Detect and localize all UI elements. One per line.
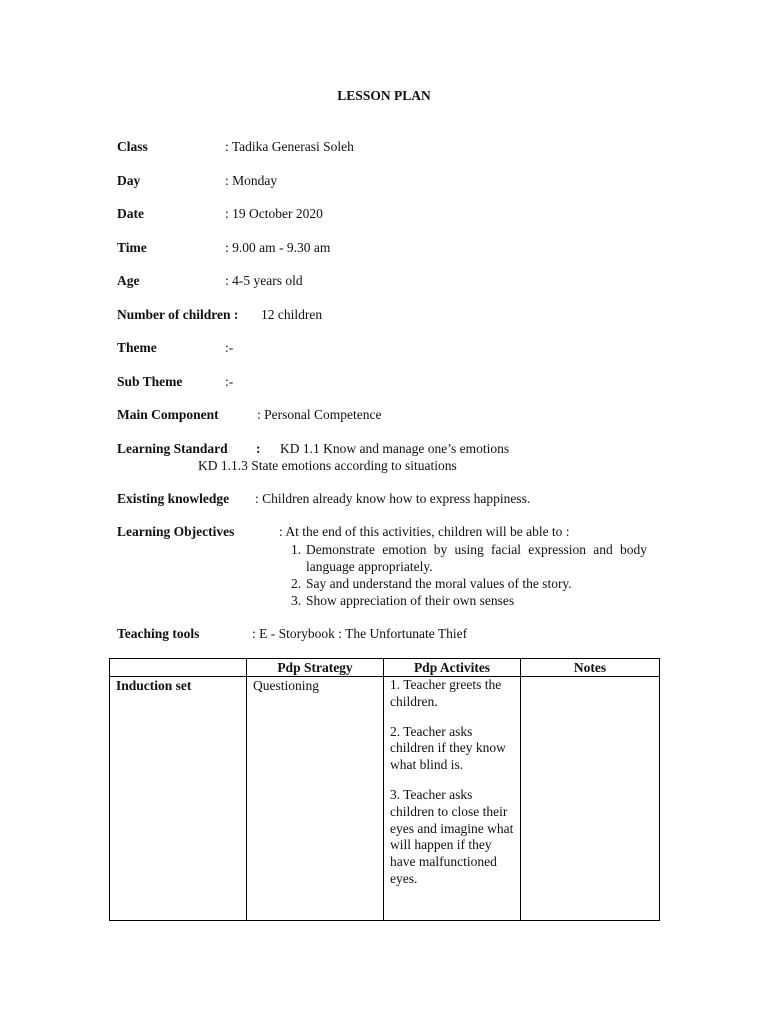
objective-number: 3. bbox=[291, 593, 302, 608]
field-age bbox=[117, 273, 303, 289]
field-label: Day bbox=[117, 173, 141, 188]
field-label: Learning Standard bbox=[117, 441, 228, 456]
field-date bbox=[117, 206, 323, 222]
field-value: : Tadika Generasi Soleh bbox=[225, 139, 354, 154]
objective-item bbox=[291, 592, 647, 609]
objectives-list bbox=[291, 541, 647, 609]
activity-item: 2. Teacher asks children if they know what blind is. bbox=[390, 723, 506, 773]
field-value: KD 1.1 Know and manage one’s emotions bbox=[280, 441, 510, 456]
activity-item: 3. Teacher asks children to close their eyes and imagine what will happen if they have malfunctioned eyes. bbox=[390, 786, 514, 886]
column-header-notes: Notes bbox=[521, 659, 660, 677]
objective-number: 2. bbox=[291, 576, 302, 591]
field-label: Class bbox=[117, 139, 148, 154]
column-header-strategy: Pdp Strategy bbox=[247, 659, 384, 677]
field-sub-theme bbox=[117, 374, 233, 390]
objective-text: Show appreciation of their own senses bbox=[306, 593, 515, 608]
field-value: : At the end of this activities, children will be able to : bbox=[279, 524, 570, 539]
field-label: Learning Objectives bbox=[117, 524, 235, 539]
field-value: : Children already know how to express happiness. bbox=[255, 491, 531, 506]
objective-text: Demonstrate emotion by using facial expression and body language appropriately. bbox=[306, 542, 647, 574]
activities-cell bbox=[384, 677, 521, 921]
field-value: :- bbox=[225, 374, 234, 389]
field-value: : 9.00 am - 9.30 am bbox=[225, 240, 331, 255]
field-theme bbox=[117, 340, 233, 356]
field-value: : Personal Competence bbox=[257, 407, 382, 422]
column-header-phase bbox=[110, 659, 247, 677]
field-value: : E - Storybook : The Unfortunate Thief bbox=[252, 626, 468, 641]
field-value: : 4-5 years old bbox=[225, 273, 303, 288]
field-label: Time bbox=[117, 240, 147, 255]
field-label: Age bbox=[117, 273, 140, 288]
table-row bbox=[110, 677, 660, 921]
objective-number: 1. bbox=[291, 542, 302, 557]
objective-text: Say and understand the moral values of the story. bbox=[306, 576, 572, 591]
field-label: Teaching tools bbox=[117, 626, 200, 641]
field-learning-objectives bbox=[117, 524, 570, 540]
field-label: Theme bbox=[117, 340, 157, 355]
objective-item bbox=[291, 541, 647, 575]
field-class bbox=[117, 139, 354, 155]
field-main-component bbox=[117, 407, 381, 423]
phase-cell: Induction set bbox=[110, 677, 247, 921]
field-teaching-tools bbox=[117, 626, 467, 642]
field-value: :- bbox=[225, 340, 234, 355]
field-existing-knowledge bbox=[117, 491, 530, 507]
page-title: LESSON PLAN bbox=[337, 88, 431, 103]
field-label: Sub Theme bbox=[117, 374, 183, 389]
field-number-of-children bbox=[117, 307, 322, 323]
field-day bbox=[117, 173, 277, 189]
field-colon: : bbox=[256, 441, 261, 456]
objective-item bbox=[291, 575, 647, 592]
activity-item: 1. Teacher greets the children. bbox=[390, 677, 502, 709]
field-label: Date bbox=[117, 206, 144, 221]
field-learning-standard bbox=[117, 441, 509, 457]
field-value: 12 children bbox=[261, 307, 323, 322]
table-header-row bbox=[110, 659, 660, 677]
notes-cell bbox=[521, 677, 660, 921]
field-label: Number of children : bbox=[117, 307, 239, 322]
field-value: : Monday bbox=[225, 173, 278, 188]
field-label: Main Component bbox=[117, 407, 219, 422]
field-label: Existing knowledge bbox=[117, 491, 230, 506]
learning-standard-line-2: KD 1.1.3 State emotions according to situations bbox=[198, 458, 457, 473]
lesson-table bbox=[109, 658, 660, 921]
column-header-activities: Pdp Activites bbox=[384, 659, 521, 677]
strategy-cell: Questioning bbox=[247, 677, 384, 921]
field-time bbox=[117, 240, 330, 256]
field-value: : 19 October 2020 bbox=[225, 206, 323, 221]
